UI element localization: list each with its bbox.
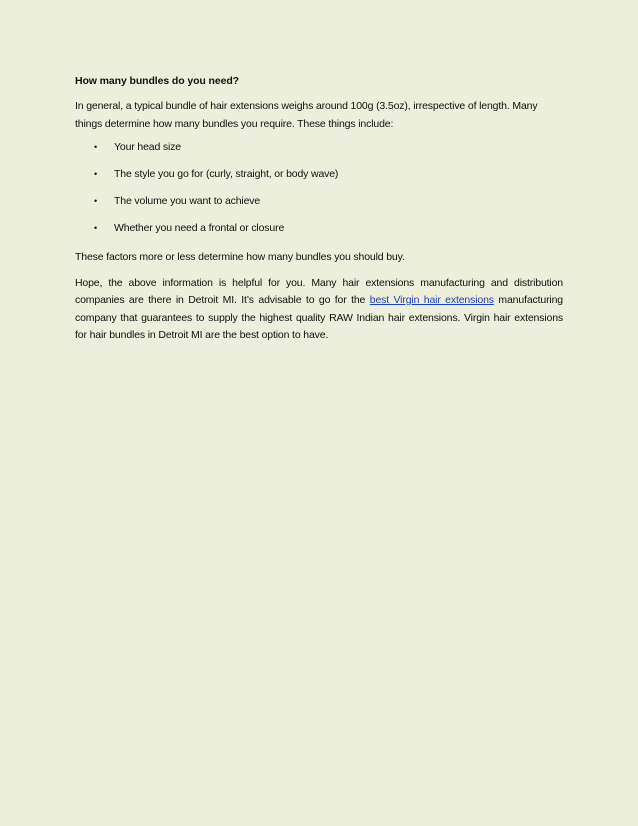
list-item-text: Whether you need a frontal or closure [114,222,285,234]
factors-list [75,141,563,235]
list-item [75,222,563,235]
closing-paragraph [75,275,563,345]
list-item-text: The style you go for (curly, straight, or body wave) [114,168,339,180]
intro-paragraph: In general, a typical bundle of hair extensions weighs around 100g (3.5oz), irrespective of length. Many things determine how many bundles you require. These things include: [75,100,538,130]
closing-text-before-link: Hope, the above information is helpful for you. Many hair extensions manufacturing and distribution companies are there in Detroit MI. It’s advisable to go for the [75,276,563,306]
closing-text-after-link: manufacturing company that guarantees to supply the highest quality RAW Indian hair extensions. Virgin hair extensions for hair bundles in Detroit MI are the best option to have. [75,294,563,341]
bullet-icon: • [94,196,98,206]
list-item [75,141,563,154]
bullet-icon: • [94,142,98,152]
section-heading: How many bundles do you need? [75,75,239,87]
list-item-text: Your head size [114,141,181,153]
list-item-text: The volume you want to achieve [114,195,261,207]
best-virgin-hair-extensions-link[interactable]: best Virgin hair extensions [369,294,494,306]
list-item [75,168,563,181]
list-item [75,195,563,208]
summary-paragraph: These factors more or less determine how many bundles you should buy. [75,251,405,263]
bullet-icon: • [94,169,98,179]
bullet-icon: • [94,223,98,233]
